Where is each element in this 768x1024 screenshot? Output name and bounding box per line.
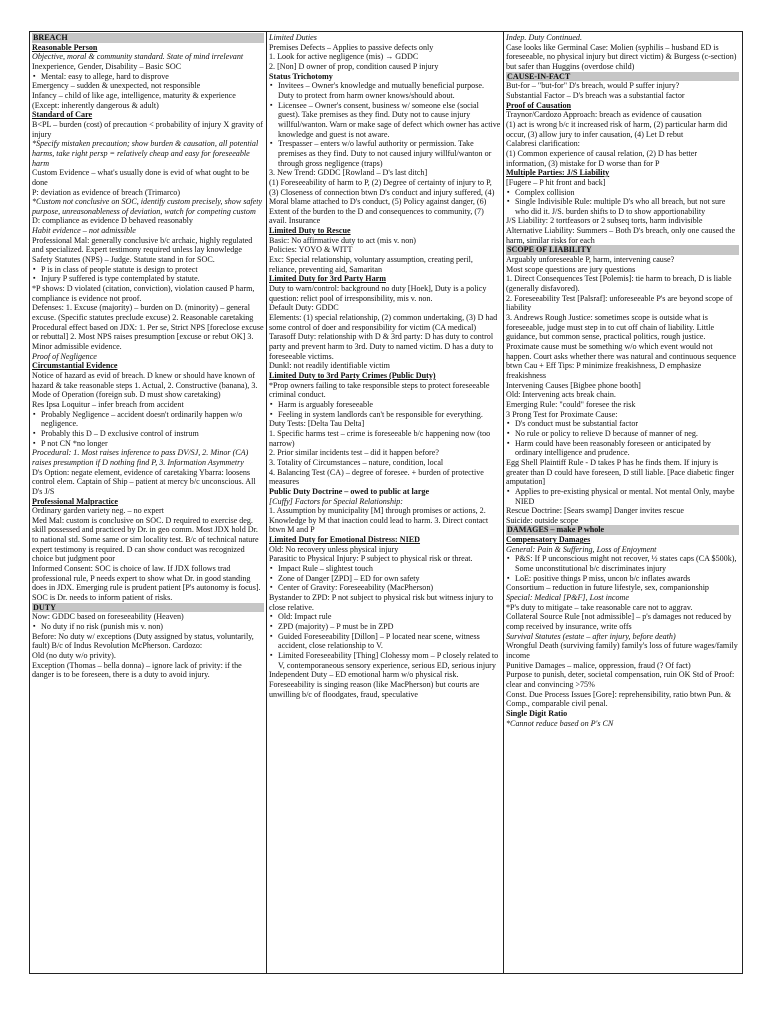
bullet-item: ▪ No duty if no risk (punish mis v. non): [32, 622, 264, 632]
bullet-item: ▪ Invitees – Owner's knowledge and mutually beneficial purpose. Duty to protect from harm owner knows/should about.: [269, 81, 501, 100]
outline-line: Duty Tests: [Delta Tau Delta]: [269, 419, 365, 429]
outline-line: 1. Specific harms test – crime is foreseeable b/c happening now (too narrow): [269, 428, 491, 448]
outline-line: Policies: YOYO & WITT: [269, 245, 353, 255]
outline-line: Parasitic to Physical Injury: P subject to physical risk or threat.: [269, 554, 473, 564]
outline-line: 3. New Trend: GDDC [Rowland – D's last ditch]: [269, 168, 428, 178]
outline-line: 2. [Non] D owner of prop, condition caused P injury: [269, 61, 439, 71]
outline-line: J/S Liability: 2 tortfeasors or 2 subseq torts, harm indivisible: [506, 216, 703, 226]
bullet-item: ▪ Complex collision: [506, 188, 739, 198]
outline-line: Before: No duty w/ exceptions (Duty assigned by status, voluntarily, fault) B/c of Indus Revolution McPherson. Cardozo:: [32, 631, 254, 651]
outline-line: 3. Totality of Circumstances – nature, condition, local: [269, 457, 444, 467]
outline-line: Special: Medical [P&F], Lost income: [506, 593, 629, 603]
section-header: BREACH: [32, 33, 264, 43]
bullet-item: ▪ No rule or policy to relieve D because of manner of neg.: [506, 429, 739, 439]
outline-line: *P shows: D violated (citation, conviction), violation caused P harm, compliance is evidence not proof.: [32, 284, 255, 303]
outline-line: Procedural effect based on JDX: 1. Per se, Strict NPS [foreclose excuse or rebuttal] 2. Most NPS raises presumption [excuse or rebut OK] 3. Minor admissible evidence.: [32, 322, 264, 351]
outline-line: Old: No recovery unless physical injury: [269, 544, 399, 554]
bullet-item: ▪ P&S: If P unconscious might not recover, ½ states caps (CA $500k), Some unconstitutional b/c discriminates injury: [506, 554, 739, 573]
bullet-item: ▪ P not CN *no longer: [32, 439, 264, 449]
subheading: Limited Duty for Emotional Distress: NIED: [269, 535, 421, 545]
bullet-item: ▪ Zone of Danger [ZPD] – ED for own safety: [269, 574, 501, 584]
outline-line: Informed Consent: SOC is choice of law. If JDX follows trad professional rule, P needs expert to show what Dr. in good standing does in JDX. Emerging rule is prudent patient [P's autonomy is focus]. SOC is Dr. needs to inform patient of risks.: [32, 564, 261, 603]
outline-line: Dunkl: not readily identifiable victim: [269, 361, 390, 371]
outline-line: Ordinary garden variety neg. – no expert: [32, 506, 164, 516]
outline-line: (1) act is wrong b/c it increased risk of harm, (2) particular harm did occur, (3) allow jury to infer causation, (4) Let D rebut: [506, 119, 728, 139]
outline-line: Substantial Factor – D's breach was a substantial factor: [506, 90, 685, 100]
outline-line: Now: GDDC based on foreseeability (Heaven): [32, 612, 184, 622]
outline-line: Safety Statutes (NPS) – Judge. Statute stand in for SOC.: [32, 255, 215, 265]
section-header: DUTY: [32, 603, 264, 613]
outline-line: D's Option: negate element, evidence of caretaking Ybarra: loosens control elem. Captain of Ship – patient at mercy b/c unconscious. All D's J/S: [32, 467, 256, 496]
outline-line: Status Trichotomy: [269, 71, 333, 81]
subheading: Limited Duty to 3rd Party Crimes (Public Duty): [269, 370, 436, 380]
column-2: [267, 32, 504, 973]
section-header: SCOPE OF LIABILITY: [506, 245, 739, 255]
outline-line: Basic: No affirmative duty to act (mis v. non): [269, 235, 417, 245]
bullet-item: ▪ Mental: easy to allege, hard to disprove: [32, 72, 264, 82]
outline-line: 1. Assumption by municipality [M] through promises or actions, 2. Knowledge by M that inaction could lead to harm. 3. Direct contact btwn M and P: [269, 506, 489, 535]
outline-line: Calabresi clarification:: [506, 139, 580, 149]
outline-line: *Cannot reduce based on P's CN: [506, 718, 614, 728]
outline-line: Professional Mal: generally conclusive b/c archaic, highly regulated and specialized. Expert testimony required unless lay knowledge: [32, 235, 253, 255]
outline-line: [Fugere – P hit front and back]: [506, 177, 606, 187]
outline-line: Emerging Rule: "could" foresee the risk: [506, 399, 636, 409]
outline-line: Emergency – sudden & unexpected, not responsible: [32, 81, 201, 91]
outline-line: (1) Foreseeability of harm to P, (2) Degree of certainty of injury to P, (3) Closeness of connection btwn D's conduct and injury suffered, (4) Moral blame attached to D's conduct, (5) Policy against danger, (6) Extent of the burden to the D and consequences to community, (7) avail. Insurance: [269, 177, 495, 226]
section-header: CAUSE-IN-FACT: [506, 72, 739, 82]
subheading: Reasonable Person: [32, 42, 98, 52]
outline-line: 2. Prior similar incidents test – did it happen before?: [269, 448, 439, 458]
outline-line: Exception (Thomas – bella donna) – ignore lack of privity: if the danger is to be foreseen, there is a duty to avoid injury.: [32, 660, 242, 680]
outline-line: General: Pain & Suffering, Loss of Enjoyment: [506, 544, 657, 554]
outline-line: Suicide: outside scope: [506, 515, 579, 525]
outline-line: Const. Due Process Issues [Gore]: reprehensibility, ratio btwn Pun. & Comp., comparable civil penal.: [506, 689, 732, 709]
subheading: Limited Duty to Rescue: [269, 226, 351, 236]
outline-line: Egg Shell Plaintiff Rule - D takes P has he finds them. If injury is greater than D could have foreseen, D still liable. [Pace diabetic finger amputation]: [506, 457, 735, 487]
outline-line: 1. Look for active negligence (mis) → GDDC: [269, 52, 419, 62]
outline-line: Defenses: 1. Excuse (majority) – burden on D. (minority) – general excuse. (Specific statutes preclude excuse) 2. Reasonable caretaking: [32, 303, 254, 323]
bullet-item: ▪ Probably Negligence – accident doesn't ordinarily happen w/o negligence.: [32, 410, 264, 429]
outline-line: *Specify mistaken precaution; show burden & causation, all potential harms, take right persp = relatively cheap and easy for foreseeable harm: [32, 139, 259, 168]
outline-line: But-for – "but-for" D's breach, would P suffer injury?: [506, 81, 680, 91]
subheading: Compensatory Damages: [506, 535, 591, 545]
outline-line: Premises Defects – Applies to passive defects only: [269, 42, 434, 52]
outline-line: P: deviation as evidence of breach (Trimarco): [32, 187, 181, 197]
outline-line: Case looks like Germinal Case: Molien (syphilis – husband ED is foreseeable, no physical injury but direct victim) & Burgess (c-section) but safer than Huggins (overdose child): [506, 42, 737, 71]
outline-line: [Cuffy] Factors for Special Relationship:: [269, 496, 403, 506]
outline-line: Most scope questions are jury questions: [506, 264, 636, 274]
bullet-item: ▪ Old: Impact rule: [269, 612, 501, 622]
bullet-item: ▪ Limited Foreseeability [Thing] Clohessy mom – P closely related to V, contemporaneous sensory experience, serious ED, serious injury: [269, 651, 501, 670]
outline-line: Rescue Doctrine: [Sears swamp] Danger invites rescue: [506, 506, 684, 516]
outline-line: (1) Common experience of causal relation, (2) D has better information, (3) mistake for D worse than for P: [506, 148, 698, 168]
outline-line: Infancy – child of like age, intelligence, maturity & experience (Except: inherently dangerous & adult): [32, 90, 236, 110]
outline-line: Arguably unforeseeable P, harm, intervening cause?: [506, 255, 675, 265]
outline-line: Independent Duty – ED emotional harm w/o physical risk. Foreseeability is singing reason (like MacPherson) but courts are unwilling b/c of floodgates, fraud, speculative: [269, 670, 480, 699]
outline-line: Med Mal: custom is conclusive on SOC. D required to exercise deg. skill possessed and practiced by Dr. in geo comm. Most JDX hold Dr. to national std. Some same or sim locality test. B/c of technical nature expert testimony is required. D can show conduct was recognized choice but judgment poor: [32, 515, 259, 564]
outline-line: Default Duty: GDDC: [269, 303, 339, 313]
subheading: Limited Duty for 3rd Party Harm: [269, 274, 386, 284]
outline-sheet: [29, 31, 743, 974]
outline-line: Res Ipsa Loquitur – infer breach from accident: [32, 399, 184, 409]
outline-line: Old (no duty w/o privity).: [32, 651, 116, 660]
outline-line: 4. Balancing Test (CA) – degree of foresee. + burden of protective measures: [269, 467, 484, 487]
outline-line: *P's duty to mitigate – take reasonable care not to aggrav.: [506, 602, 693, 612]
bullet-item: ▪ Impact Rule – slightest touch: [269, 564, 501, 574]
outline-line: Alternative Liability: Summers – Both D's breach, only one caused the harm, similar risks for each: [506, 226, 736, 245]
outline-line: Survival Statutes (estate – after injury, before death): [506, 631, 676, 641]
outline-line: Procedural: 1. Most raises inference to pass DV/SJ, 2. Minor (CA) raises presumption if D nothing find P, 3. Information Asymmetry: [32, 448, 249, 467]
outline-line: Custom Evidence – what's usually done is evid of what ought to be done: [32, 168, 250, 187]
outline-line: Bystander to ZPD: P not subject to physical risk but witness injury to close relative.: [269, 593, 494, 612]
outline-line: B<PL – burden (cost) of precaution < probability of injury X gravity of injury: [32, 119, 263, 139]
outline-line: Indep. Duty Continued.: [506, 33, 582, 42]
outline-line: Exc: Special relationship, voluntary assumption, creating peril, reliance, preventing aid, Samaritan: [269, 255, 473, 274]
subheading: Circumstantial Evidence: [32, 361, 118, 371]
outline-line: Proof of Negligence: [32, 351, 97, 361]
bullet-item: ▪ Trespasser – enters w/o lawful authority or permission. Take premises as they find. Duty to not caused injury willful/wanton or through gross negligence (traps): [269, 139, 501, 168]
outline-line: Consortium – reduction in future lifestyle, sex, companionship: [506, 583, 709, 593]
outline-line: *Custom not conclusive on SOC, identify custom precisely, show safety purpose, unreasonableness of deviation, watch for competing custom: [32, 197, 263, 216]
outline-line: 3 Prong Test for Proximate Cause:: [506, 409, 618, 419]
bullet-item: ▪ Probably this D – D exclusive control of instrum: [32, 429, 264, 439]
outline-line: Notice of hazard as evid of breach. D knew or should have known of hazard & take reasonable steps 1. Actual, 2. Constructive (banana), 3. Mode of Operation (foreign sub. D must show caretaking): [32, 370, 258, 400]
outline-line: Public Duty Doctrine – owed to public at large: [269, 486, 430, 496]
bullet-item: ▪ Licensee – Owner's consent, business w/ someone else (social guest). Take premises as they find. Duty not to cause injury willful/wanton. Warn or make sage of defect which owner has active knowledge and guest is not aware.: [269, 101, 501, 140]
bullet-item: ▪ Single Indivisible Rule: multiple D's who all breach, but not sure who did it. J/S. burden shifts to D to show apportionability: [506, 197, 739, 216]
outline-line: Limited Duties: [269, 33, 317, 42]
outline-line: *Prop owners failing to take responsible steps to protect foreseeable criminal conduct.: [269, 380, 490, 400]
bullet-item: ▪ Injury P suffered is type contemplated by statute.: [32, 274, 264, 284]
column-3: [504, 32, 741, 973]
outline-line: Habit evidence – not admissible: [32, 226, 136, 236]
outline-line: Inexperience, Gender, Disability – Basic SOC: [32, 61, 182, 71]
bullet-item: ▪ Applies to pre-existing physical or mental. Not mental Only, maybe NIED: [506, 487, 739, 506]
bullet-item: ▪ Center of Gravity: Foreseeability (MacPherson): [269, 583, 501, 593]
outline-line: Objective, moral & community standard. State of mind irrelevant: [32, 52, 244, 62]
outline-line: 1. Direct Consequences Test [Polemis]: tie harm to breach, D is liable (generally disfavored).: [506, 274, 732, 294]
bullet-item: ▪ Feeling in system landlords can't be responsible for everything.: [269, 410, 501, 420]
outline-line: Old: Intervening acts break chain.: [506, 390, 616, 400]
outline-line: Single Digit Ratio: [506, 708, 568, 718]
outline-line: Traynor/Cardozo Approach: breach as evidence of causation: [506, 110, 702, 120]
outline-line: Duty to warn/control: background no duty [Hoek], Duty is a policy question: relict pool of irresponsibility, mis v. non.: [269, 284, 487, 303]
subheading: Professional Malpractice: [32, 496, 118, 506]
bullet-item: ▪ P is in class of people statute is design to protect: [32, 265, 264, 275]
outline-line: Elements: (1) special relationship, (2) common undertaking, (3) D had some control of doer and responsibility for victim (CA medical): [269, 313, 498, 332]
bullet-item: ▪ Harm is arguably foreseeable: [269, 400, 501, 410]
outline-line: Collateral Source Rule [not admissible] – p's damages not reduced by comp received by insurance, write offs: [506, 612, 732, 632]
column-1: [30, 32, 267, 973]
outline-line: D: compliance as evidence D behaved reasonably: [32, 216, 193, 226]
bullet-item: ▪ D's conduct must be substantial factor: [506, 419, 739, 429]
subheading: Multiple Parties: J/S Liability: [506, 168, 610, 178]
bullet-item: ▪ LoE: positive things P miss, uncon b/c inflates awards: [506, 574, 739, 584]
outline-line: Tarasoff Duty: relationship with D & 3rd party: D has duty to control party and prevent harm to 3rd. Duty to named victim. D has a duty to foreseeable victims.: [269, 332, 494, 361]
outline-line: Wrongful Death (surviving family) family's loss of future wages/family income: [506, 641, 738, 660]
bullet-item: ▪ ZPD (majority) – P must be in ZPD: [269, 622, 501, 632]
outline-line: 3. Andrews Rough Justice: sometimes scope is outside what is foreseeable, judge must step in to cut off chain of liability. Little guidance, but common sense, practical politics, rough justice. Proximate cause must be something w/o which event would not happen. Court asks whether there was natural and continuous sequence btwn Cau + Eff Tips: P minimize freakishness, D emphasize freakishness: [506, 313, 737, 380]
outline-line: 2. Foreseeability Test [Palsraf]: unforeseeable P's are beyond scope of liability: [506, 293, 733, 313]
bullet-item: ▪ Guided Foreseeability [Dillon] – P located near scene, witness accident, close relationship to V.: [269, 632, 501, 651]
outline-line: Punitive Damages – malice, oppression, fraud (? Of fact): [506, 660, 691, 670]
outline-line: Purpose to punish, deter, societal compensation, ruin OK Std of Proof: clear and convincing >75%: [506, 670, 735, 689]
section-header: DAMAGES – make P whole: [506, 525, 739, 535]
outline-line: Intervening Causes [Bigbee phone booth]: [506, 380, 641, 390]
bullet-item: ▪ Harm could have been reasonably foreseen or anticipated by ordinary intelligence and prudence.: [506, 439, 739, 458]
subheading: Standard of Care: [32, 110, 93, 120]
subheading: Proof of Causation: [506, 100, 572, 110]
